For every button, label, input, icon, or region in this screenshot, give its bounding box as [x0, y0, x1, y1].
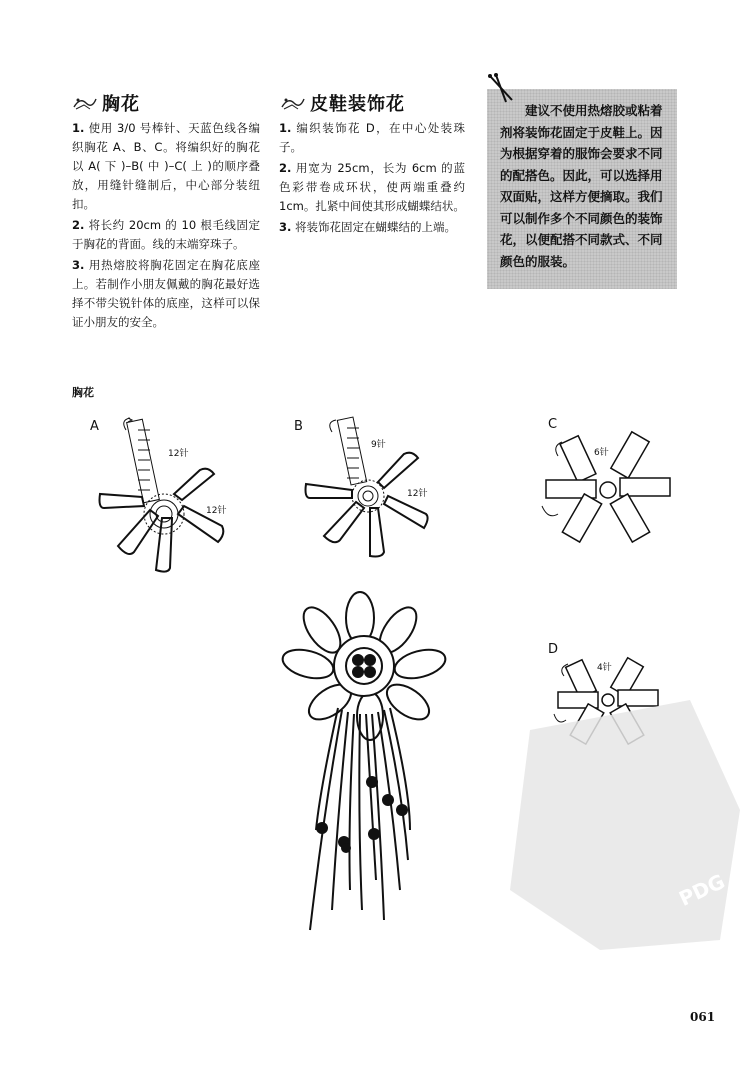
tip-text: 建议不使用热熔胶或粘着剂将装饰花固定于皮鞋上。因为根据穿着的服饰会要求不同的配搭色。因此，可以选择用双面贴，这样方便摘取。我们可以制作多个不同颜色的装饰花，以便配搭不同款式、不同颜色的服装。 [500, 103, 663, 269]
diagram-b-count-top: 9针 [371, 440, 386, 450]
section-title-corsage: 胸花 [72, 90, 140, 116]
diagram-d-count-top: 4针 [597, 663, 612, 673]
scissors-decoration-icon [72, 95, 98, 116]
diagram-b-letter: B [294, 419, 303, 434]
corsage-step-1: 1. 使用 3/0 号棒针、天蓝色线各编织胸花 A、B、C。将编织好的胸花以 A( 下 )–B( 中 )–C( 上 )的顺序叠放，用缝针缝制后，中心部分装纽扣。 [72, 121, 261, 211]
diagram-a-count-top: 12针 [168, 449, 189, 459]
corsage-steps [72, 119, 260, 334]
finished-corsage-illustration [280, 590, 450, 940]
section-title-shoe-flower: 皮鞋装饰花 [280, 90, 405, 116]
page-number: 061 [690, 1010, 716, 1024]
shoe-step-3: 3. 将装饰花固定在蝴蝶结的上端。 [279, 220, 457, 234]
diagram-c-letter: C [548, 417, 558, 432]
watermark-text: PDG [675, 869, 729, 911]
diagram-b-flower [300, 410, 440, 560]
shoe-flower-steps [279, 119, 465, 239]
diagram-section-label: 胸花 [72, 386, 94, 399]
watermark-seal [500, 690, 750, 960]
diagram-d-letter: D [548, 642, 559, 657]
diagram-a-flower [90, 410, 260, 590]
shoe-step-2: 2. 用宽为 25cm，长为 6cm 的蓝色彩带卷成环状，使两端重叠约 1cm。扎紧中间使其形成蝴蝶结状。 [279, 161, 466, 213]
shoe-step-1: 1. 编织装饰花 D，在中心处装珠子。 [279, 121, 465, 154]
corsage-step-2: 2. 将长约 20cm 的 10 根毛线固定于胸花的背面。线的末端穿珠子。 [72, 218, 260, 251]
corsage-step-3: 3. 用热熔胶将胸花固定在胸花底座上。若制作小朋友佩戴的胸花最好选择不带尖锐针体的底座，这样可以保证小朋友的安全。 [72, 258, 261, 329]
diagram-a-letter: A [90, 419, 99, 434]
diagram-b-count-side: 12针 [407, 489, 428, 499]
diagram-a-count-side: 12针 [206, 506, 227, 516]
diagram-c-count-top: 6针 [594, 448, 609, 458]
scissors-decoration-icon [280, 95, 306, 116]
